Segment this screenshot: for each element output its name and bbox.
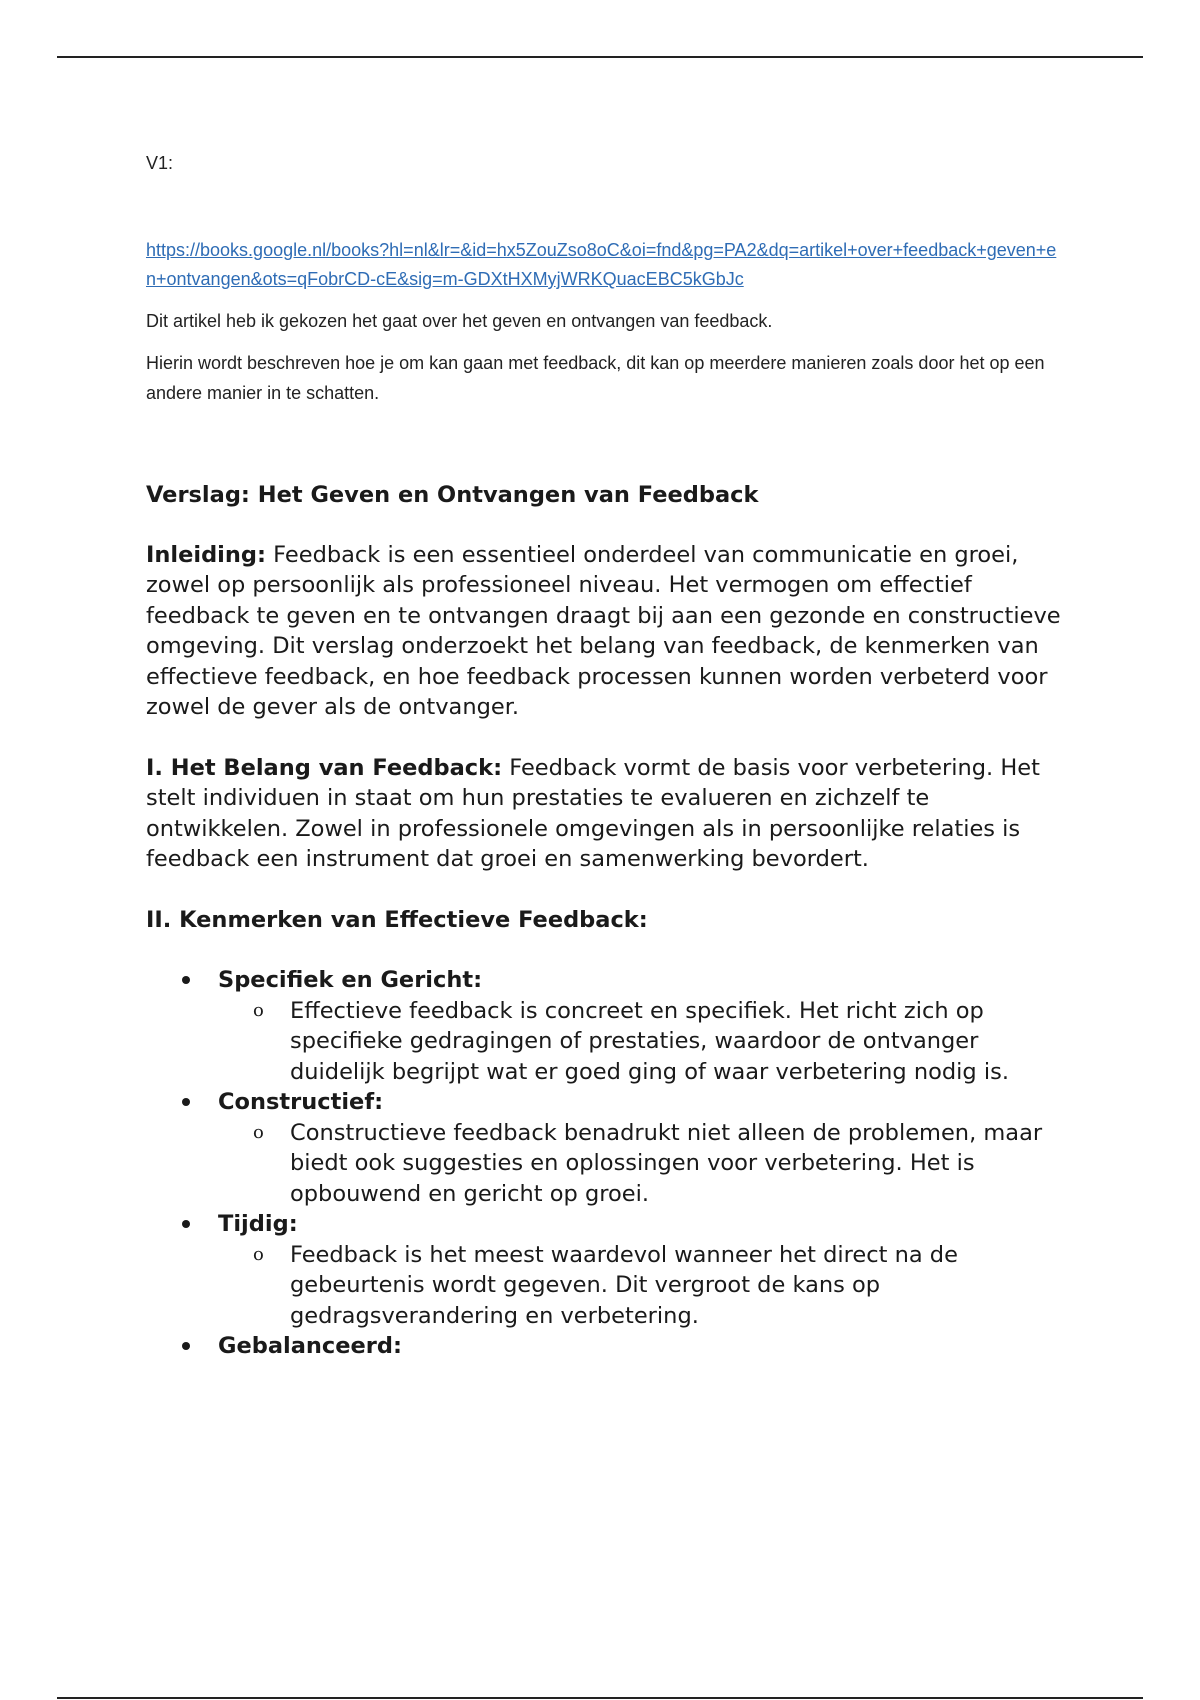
list-item (146, 1209, 1066, 1331)
sub-list (218, 1118, 1066, 1210)
page-top-rule (57, 56, 1143, 58)
bullet-label: Specifiek en Gericht: (218, 967, 483, 993)
bullet-label: Constructief: (218, 1089, 384, 1115)
characteristics-list (146, 965, 1066, 1362)
intro-text: Feedback is een essentieel onderdeel van communicatie en groei, zowel op persoonlijk als professioneel niveau. Het vermogen om effectief feedback te geven en te ontvangen draagt bij aan een gezonde en constructieve omgeving. Dit verslag onderzoekt het belang van feedback, de kenmerken van effectieve feedback, en hoe feedback processen kunnen worden verbeterd voor zowel de gever als de ontvanger. (146, 541, 1061, 720)
page-bottom-rule (57, 1697, 1143, 1699)
section1-label: I. Het Belang van Feedback: (146, 754, 503, 781)
sub-list-item (218, 1118, 1066, 1210)
sub-list-item (218, 1240, 1066, 1332)
list-item (146, 965, 1066, 1087)
sub-list (218, 996, 1066, 1088)
sub-bullet-icon: o (253, 1121, 264, 1143)
list-item (146, 1087, 1066, 1209)
section2-heading: II. Kenmerken van Effectieve Feedback: (146, 906, 648, 933)
sub-list (218, 1240, 1066, 1332)
bullet-label: Tijdig: (218, 1211, 298, 1237)
section1-text: Feedback vormt de basis voor verbetering. Het stelt individuen in staat om hun prestaties te evalueren en zichzelf te ontwikkelen. Zowel in professionele omgevingen als in persoonlijke relaties is feedback een instrument dat groei en samenwerking bevordert. (146, 754, 1040, 872)
sub-list-item (218, 996, 1066, 1088)
sub-item-text: Feedback is het meest waardevol wanneer het direct na de gebeurtenis wordt gegeven. Dit vergroot de kans op gedragsverandering en verbetering. (290, 1241, 958, 1329)
bullet-icon (182, 976, 190, 984)
bullet-label: Gebalanceerd: (218, 1333, 402, 1359)
sub-bullet-icon: o (253, 999, 264, 1021)
article-choice-text: Dit artikel heb ik gekozen het gaat over het geven en ontvangen van feedback. (146, 311, 773, 331)
section1-paragraph (146, 753, 1066, 875)
source-link[interactable]: https://books.google.nl/books?hl=nl&lr=&id=hx5ZouZso8oC&oi=fnd&pg=PA2&dq=artikel+over+feedback+geven+en+ontvangen&ots=qFobrCD-cE&sig=m-GDXtHXMyjWRKQuacEBC5kGbJc (146, 240, 1057, 289)
sub-item-text: Constructieve feedback benadrukt niet alleen de problemen, maar biedt ook suggesties en oplossingen voor verbetering. Het is opbouwend en gericht op groei. (290, 1119, 1043, 1207)
intro-paragraph (146, 540, 1066, 723)
article-description-text: Hierin wordt beschreven hoe je om kan gaan met feedback, dit kan op meerdere manieren zoals door het op een andere manier in te schatten. (146, 353, 1045, 403)
bullet-icon (182, 1342, 190, 1350)
report-title: Verslag: Het Geven en Ontvangen van Feedback (146, 482, 759, 508)
version-label: V1: (146, 153, 174, 173)
sub-item-text: Effectieve feedback is concreet en specifiek. Het richt zich op specifieke gedragingen of prestaties, waardoor de ontvanger duidelijk begrijpt wat er goed ging of waar verbetering nodig is. (290, 997, 1009, 1085)
bullet-icon (182, 1220, 190, 1228)
intro-label: Inleiding: (146, 541, 267, 568)
list-item (146, 1331, 1066, 1362)
sub-bullet-icon: o (253, 1243, 264, 1265)
bullet-icon (182, 1098, 190, 1106)
document-body (146, 148, 1066, 1362)
